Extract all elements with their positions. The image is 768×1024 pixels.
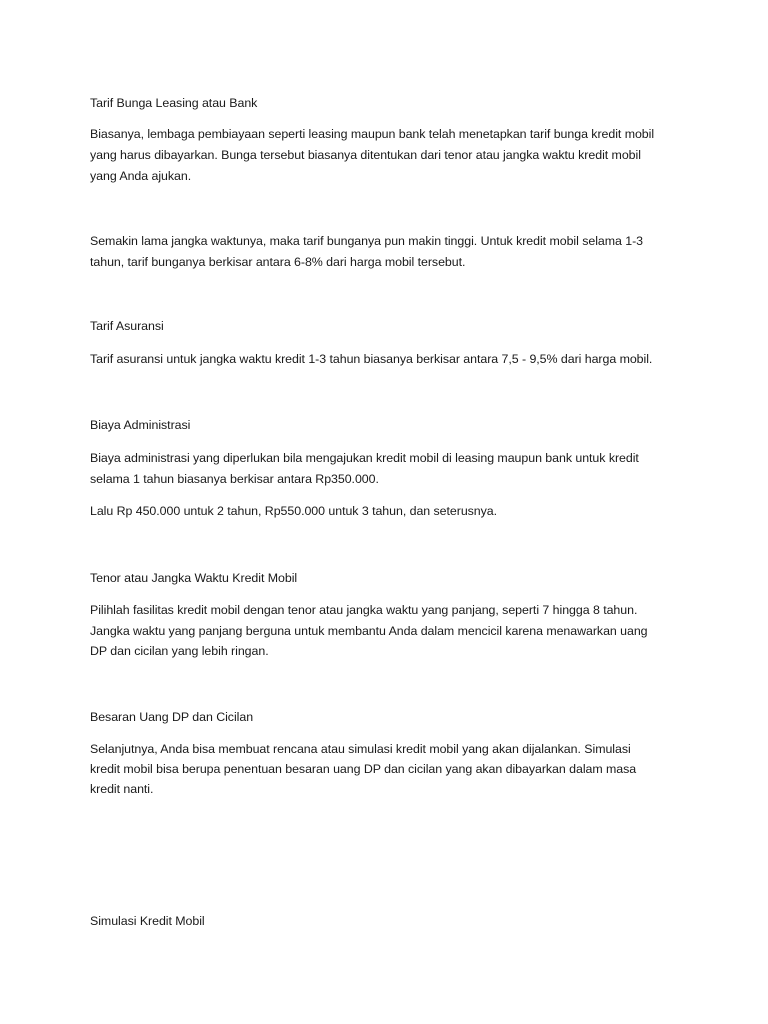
paragraph-line: kredit mobil bisa berupa penentuan besaran uang DP dan cicilan yang akan dibayarkan dalam masa [90,762,637,776]
paragraph-line: Semakin lama jangka waktunya, maka tarif bunganya pun makin tinggi. Untuk kredit mobil selama 1-3 [90,234,644,248]
paragraph-line: selama 1 tahun biasanya berkisar antara Rp350.000. [90,472,379,486]
section-heading: Simulasi Kredit Mobil [90,914,205,928]
paragraph-line: Biasanya, lembaga pembiayaan seperti leasing maupun bank telah menetapkan tarif bunga kredit mobil [90,127,655,141]
paragraph-line: yang harus dibayarkan. Bunga tersebut biasanya ditentukan dari tenor atau jangka waktu kredit mobil [90,148,641,162]
section-heading: Tenor atau Jangka Waktu Kredit Mobil [90,571,298,585]
paragraph-line: Jangka waktu yang panjang berguna untuk membantu Anda dalam mencicil karena menawarkan uang [90,624,648,638]
section-heading: Tarif Asuransi [90,319,164,333]
section-heading: Tarif Bunga Leasing atau Bank [90,96,258,110]
paragraph-line: Lalu Rp 450.000 untuk 2 tahun, Rp550.000 untuk 3 tahun, dan seterusnya. [90,504,498,518]
section-heading: Biaya Administrasi [90,418,191,432]
paragraph-line: Selanjutnya, Anda bisa membuat rencana atau simulasi kredit mobil yang akan dijalankan. Simulasi [90,742,631,756]
paragraph-line: tahun, tarif bunganya berkisar antara 6-8% dari harga mobil tersebut. [90,255,466,269]
paragraph-line: kredit nanti. [90,782,154,796]
paragraph-line: yang Anda ajukan. [90,169,192,183]
paragraph-line: Pilihlah fasilitas kredit mobil dengan tenor atau jangka waktu yang panjang, seperti 7 hingga 8 tahun. [90,603,638,617]
paragraph-line: DP dan cicilan yang lebih ringan. [90,644,269,658]
paragraph-line: Tarif asuransi untuk jangka waktu kredit 1-3 tahun biasanya berkisar antara 7,5 - 9,5% dari harga mobil. [90,352,653,366]
section-heading: Besaran Uang DP dan Cicilan [90,710,254,724]
paragraph-line: Biaya administrasi yang diperlukan bila mengajukan kredit mobil di leasing maupun bank untuk kredit [90,451,639,465]
